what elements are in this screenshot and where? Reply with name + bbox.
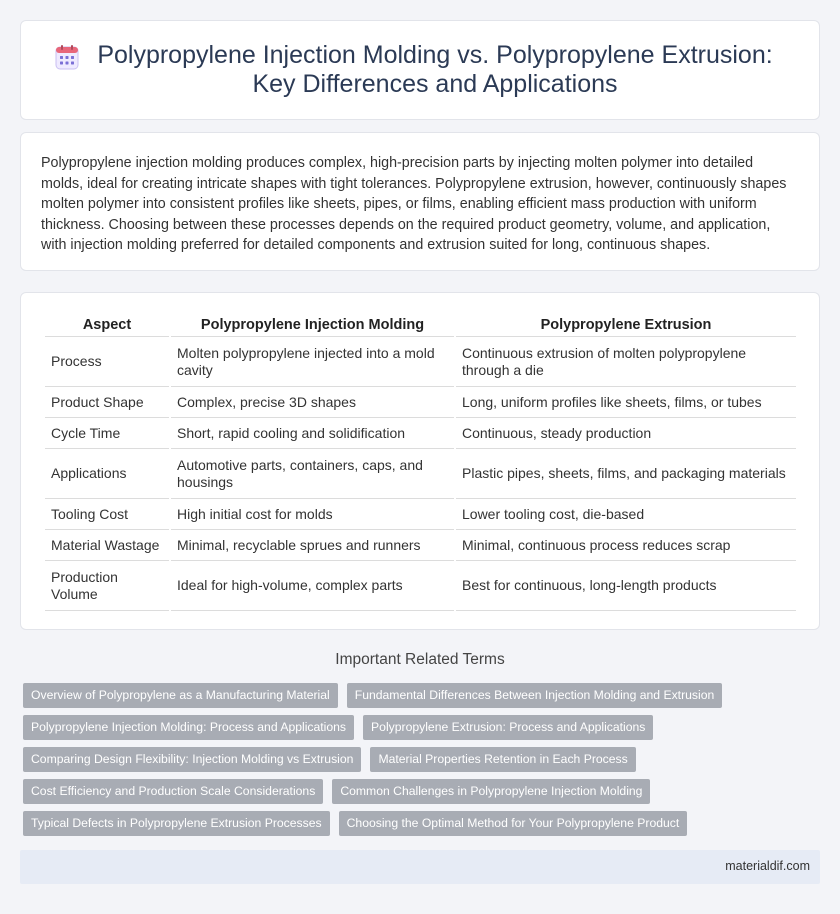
row-injection-value: Molten polypropylene injected into a mold cavity [171, 337, 454, 387]
header-card [20, 20, 820, 120]
row-extrusion-value: Continuous extrusion of molten polypropylene through a die [456, 337, 796, 387]
related-term-tag[interactable]: Overview of Polypropylene as a Manufacturing Material [23, 683, 338, 708]
row-extrusion-value: Best for continuous, long-length products [456, 561, 796, 611]
related-terms-heading: Important Related Terms [335, 651, 505, 668]
table-row [45, 387, 796, 418]
row-extrusion-value: Long, uniform profiles like sheets, films, or tubes [456, 387, 796, 418]
table-row [45, 561, 796, 611]
row-injection-value: Short, rapid cooling and solidification [171, 418, 454, 449]
row-aspect: Production Volume [45, 561, 169, 611]
related-term-tag[interactable]: Common Challenges in Polypropylene Injection Molding [332, 779, 650, 804]
comparison-table [43, 313, 798, 611]
related-term-tag[interactable]: Choosing the Optimal Method for Your Polypropylene Product [339, 811, 688, 836]
footer [20, 850, 820, 884]
row-aspect: Material Wastage [45, 530, 169, 561]
row-injection-value: High initial cost for molds [171, 499, 454, 530]
row-extrusion-value: Lower tooling cost, die-based [456, 499, 796, 530]
footer-site-name: materialdif.com [725, 859, 810, 873]
row-aspect: Tooling Cost [45, 499, 169, 530]
related-term-tag[interactable]: Cost Efficiency and Production Scale Considerations [23, 779, 323, 804]
table-row [45, 449, 796, 499]
related-term-tag[interactable]: Comparing Design Flexibility: Injection Molding vs Extrusion [23, 747, 361, 772]
row-injection-value: Ideal for high-volume, complex parts [171, 561, 454, 611]
column-header-extrusion: Polypropylene Extrusion [456, 313, 796, 337]
row-aspect: Applications [45, 449, 169, 499]
comparison-table-card [20, 292, 820, 630]
intro-paragraph: Polypropylene injection molding produces complex, high-precision parts by injecting molten polymer into detailed molds, ideal for creating intricate shapes with tight tolerances. Polypropylene extrusion, however, continuously shapes molten polymer into consistent profiles like sheets, pipes, or films, enabling efficient mass production with uniform thickness. Choosing between these processes depends on the required product geometry, volume, and application, with injection molding preferred for detailed components and extrusion suited for long, continuous shapes. [41, 155, 787, 254]
column-header-injection-molding: Polypropylene Injection Molding [171, 313, 454, 337]
related-term-tag[interactable]: Material Properties Retention in Each Process [370, 747, 635, 772]
related-term-tag[interactable]: Polypropylene Extrusion: Process and Applications [363, 715, 653, 740]
related-terms-list [23, 683, 823, 836]
row-injection-value: Minimal, recyclable sprues and runners [171, 530, 454, 561]
row-injection-value: Complex, precise 3D shapes [171, 387, 454, 418]
row-extrusion-value: Minimal, continuous process reduces scrap [456, 530, 796, 561]
table-row [45, 337, 796, 387]
table-row [45, 499, 796, 530]
page-title: Polypropylene Injection Molding vs. Polypropylene Extrusion: Key Differences and Applications [97, 41, 773, 98]
row-aspect: Cycle Time [45, 418, 169, 449]
row-extrusion-value: Continuous, steady production [456, 418, 796, 449]
column-header-aspect: Aspect [45, 313, 169, 337]
row-aspect: Process [45, 337, 169, 387]
table-header-row [45, 313, 796, 337]
related-term-tag[interactable]: Polypropylene Injection Molding: Process and Applications [23, 715, 354, 740]
related-term-tag[interactable]: Typical Defects in Polypropylene Extrusion Processes [23, 811, 330, 836]
table-row [45, 418, 796, 449]
row-extrusion-value: Plastic pipes, sheets, films, and packaging materials [456, 449, 796, 499]
related-term-tag[interactable]: Fundamental Differences Between Injection Molding and Extrusion [347, 683, 723, 708]
row-aspect: Product Shape [45, 387, 169, 418]
intro-card [20, 132, 820, 271]
table-row [45, 530, 796, 561]
row-injection-value: Automotive parts, containers, caps, and housings [171, 449, 454, 499]
